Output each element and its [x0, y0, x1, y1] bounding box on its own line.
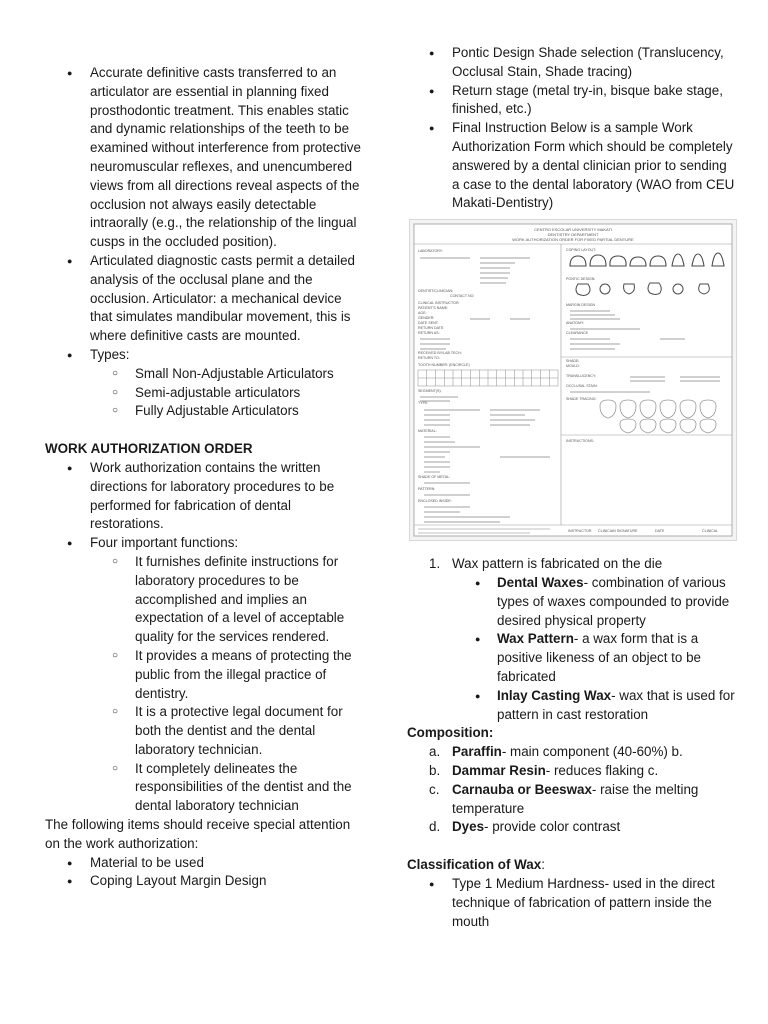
continued-list	[407, 44, 737, 213]
classification-list	[407, 875, 737, 931]
term: Carnauba or Beeswax	[452, 781, 592, 797]
svg-text:RETURN AS:: RETURN AS:	[418, 331, 440, 336]
form-header-3: WORK AUTHORIZATION ORDER FOR FIXED PARTIAL DENTURE	[512, 237, 634, 243]
list-item: ○ It completely delineates the responsibilities of the dentist and the dental laboratory technician	[45, 760, 365, 816]
svg-text:CONTACT NO:: CONTACT NO:	[450, 294, 475, 299]
functions-list	[45, 553, 365, 816]
svg-text:CLINICIAN SIGNATURE: CLINICIAN SIGNATURE	[598, 529, 638, 534]
intro-list	[45, 64, 365, 365]
list-item	[407, 687, 737, 725]
list-item	[407, 630, 737, 686]
list-item: ● Final Instruction Below is a sample Work Authorization Form which should be completely answered by a dental clinician prior to sending a case to the dental laboratory (WAO from CEU Makati-Dentistry)	[407, 119, 737, 213]
work-authorization-form-image	[409, 219, 737, 541]
list-item: a. Paraffin- main component (40-60%) b.	[429, 744, 683, 760]
svg-text:TRANSLUCENCY:: TRANSLUCENCY:	[566, 374, 597, 379]
term: Paraffin	[452, 744, 502, 760]
svg-text:MOULD:: MOULD:	[566, 364, 580, 369]
attention-list	[45, 854, 365, 892]
svg-text:INSTRUCTIONS:: INSTRUCTIONS:	[566, 439, 594, 444]
svg-text:TOOTH NUMBER: (ENCIRCLE): TOOTH NUMBER: (ENCIRCLE)	[418, 363, 470, 368]
svg-text:DENTIST/CLINICIAN:: DENTIST/CLINICIAN:	[418, 289, 454, 294]
term: Dental Waxes	[497, 574, 584, 590]
list-item: 1. Wax pattern is fabricated on the die	[429, 556, 663, 572]
svg-text:DATE SENT:: DATE SENT:	[418, 321, 439, 326]
svg-text:SHADE:: SHADE:	[566, 359, 580, 364]
svg-text:SHADE TRACING:: SHADE TRACING:	[566, 397, 597, 402]
list-item: c. Carnauba or Beeswax- raise the melting temperature	[429, 781, 699, 816]
list-item: ● Accurate definitive casts transferred to an articulator are essential in planning fixed prosthodontic treatment. This enables static and dynamic relationships of the teeth to be examined without interference from protective neuromuscular reflexes, and unencumbered views from all directions reveal aspects of the occlusion not always easily detectable intraorally (e.g., the relationship of the lingual cusps in the occluded position).	[45, 64, 365, 252]
svg-text:CLINICAL INSTRUCTOR:: CLINICAL INSTRUCTOR:	[418, 301, 460, 306]
svg-text:PATIENT'S NAME:: PATIENT'S NAME:	[418, 306, 449, 311]
svg-text:PONTIC DESIGN:: PONTIC DESIGN:	[566, 277, 596, 282]
list-item: ○ Fully Adjustable Articulators	[45, 402, 365, 421]
numbered-list	[407, 555, 737, 574]
term: Dammar Resin	[452, 762, 546, 778]
description: - a wax form that is a positive likeness of an object to be fabricated	[497, 631, 701, 684]
svg-text:RECEIVED BY/LAB TECH:: RECEIVED BY/LAB TECH:	[418, 351, 462, 356]
description: - provide color contrast	[484, 819, 621, 835]
list-item: ● Return stage (metal try-in, bisque bake stage, finished, etc.)	[407, 82, 737, 120]
composition-heading: Composition:	[407, 725, 494, 741]
list-item: ● Material to be used	[45, 854, 365, 873]
wao-list	[45, 459, 365, 553]
list-item: ○ It provides a means of protecting the public from the illegal practice of dentistry.	[45, 647, 365, 703]
svg-text:MARGIN DESIGN: MARGIN DESIGN	[566, 303, 596, 308]
list-item: ● Articulated diagnostic casts permit a detailed analysis of the occlusal plane and the occlusion. Articulator: a mechanical device that simulates mandibular movement, this is where definitive casts are mounted.	[45, 252, 365, 346]
svg-text:CLEARANCE: CLEARANCE	[566, 331, 588, 336]
list-item: ○ Semi-adjustable articulators	[45, 384, 365, 403]
list-item: ● Coping Layout Margin Design	[45, 872, 365, 891]
svg-text:DATE: DATE	[655, 529, 665, 534]
term: Inlay Casting Wax	[497, 687, 612, 703]
svg-text:GENDER:: GENDER:	[418, 316, 435, 321]
svg-text:INSTRUCTOR: INSTRUCTOR	[568, 529, 592, 534]
list-item: d. Dyes- provide color contrast	[429, 819, 621, 835]
svg-text:RETURN DATE:: RETURN DATE:	[418, 326, 445, 331]
list-item: ● Pontic Design Shade selection (Translucency, Occlusal Stain, Shade tracing)	[407, 44, 737, 82]
list-item: ○ It furnishes definite instructions for laboratory procedures to be accomplished and implies an expectation of a level of acceptable quality for the services rendered.	[45, 553, 365, 647]
form-header-2: DENTISTRY DEPARTMENT	[547, 232, 599, 238]
list-item: ● Types:	[45, 346, 365, 365]
svg-text:ENCLOSED INSIDE:: ENCLOSED INSIDE:	[418, 499, 452, 504]
list-item: ○ Small Non-Adjustable Articulators	[45, 365, 365, 384]
section-heading: WORK AUTHORIZATION ORDER	[45, 441, 253, 457]
right-column	[407, 44, 737, 931]
term: Dyes	[452, 819, 485, 835]
svg-text:PATTERN:: PATTERN:	[418, 487, 436, 492]
svg-text:CLINICAL: CLINICAL	[702, 529, 719, 534]
svg-text:OCCLUSAL STAIN:: OCCLUSAL STAIN:	[566, 384, 598, 389]
list-item: ● Type 1 Medium Hardness- used in the direct technique of fabrication of pattern inside the mouth	[407, 875, 737, 931]
classification-heading: Classification of Wax:	[407, 857, 545, 873]
svg-text:MATERIAL:: MATERIAL:	[418, 429, 437, 434]
list-item: ● Work authorization contains the written directions for laboratory procedures to be performed for fabrication of dental restorations.	[45, 459, 365, 534]
term: Wax Pattern	[497, 631, 574, 647]
svg-text:COPING LAYOUT:: COPING LAYOUT:	[566, 248, 596, 253]
description: - raise the melting temperature	[452, 781, 699, 816]
wax-pattern-step: Wax pattern is fabricated on the die	[452, 556, 663, 572]
description: - combination of various types of waxes compounded to provide desired physical property	[497, 574, 730, 628]
svg-text:LABORATORY:: LABORATORY:	[418, 249, 443, 254]
svg-text:SEGMENT(S):: SEGMENT(S):	[418, 389, 442, 394]
list-item: ● Four important functions:	[45, 534, 365, 553]
articulator-types-list	[45, 365, 365, 421]
description: - main component (40-60%) b.	[501, 744, 683, 760]
svg-text:AGE:: AGE:	[418, 311, 427, 316]
svg-text:SHADE OF METAL:: SHADE OF METAL:	[418, 475, 451, 480]
list-item: ○ It is a protective legal document for both the dentist and the dental laboratory technician.	[45, 703, 365, 759]
attention-paragraph: The following items should receive special attention on the work authorization:	[45, 817, 351, 851]
wax-definitions-list	[407, 574, 737, 724]
list-item	[407, 574, 737, 630]
form-drawing	[410, 220, 736, 540]
composition-list	[407, 743, 737, 837]
svg-text:TYPE:: TYPE:	[418, 401, 429, 406]
form-header-1: CENTRO ESCOLAR UNIVERSITY MAKATI	[534, 227, 612, 233]
list-item: b. Dammar Resin- reduces flaking c.	[429, 762, 659, 778]
left-column	[45, 64, 365, 891]
svg-text:ANATOMY:: ANATOMY:	[566, 321, 585, 326]
description: - reduces flaking c.	[545, 762, 659, 778]
description: - wax that is used for pattern in cast restoration	[497, 687, 735, 722]
svg-text:RETURN TO:: RETURN TO:	[418, 356, 440, 361]
